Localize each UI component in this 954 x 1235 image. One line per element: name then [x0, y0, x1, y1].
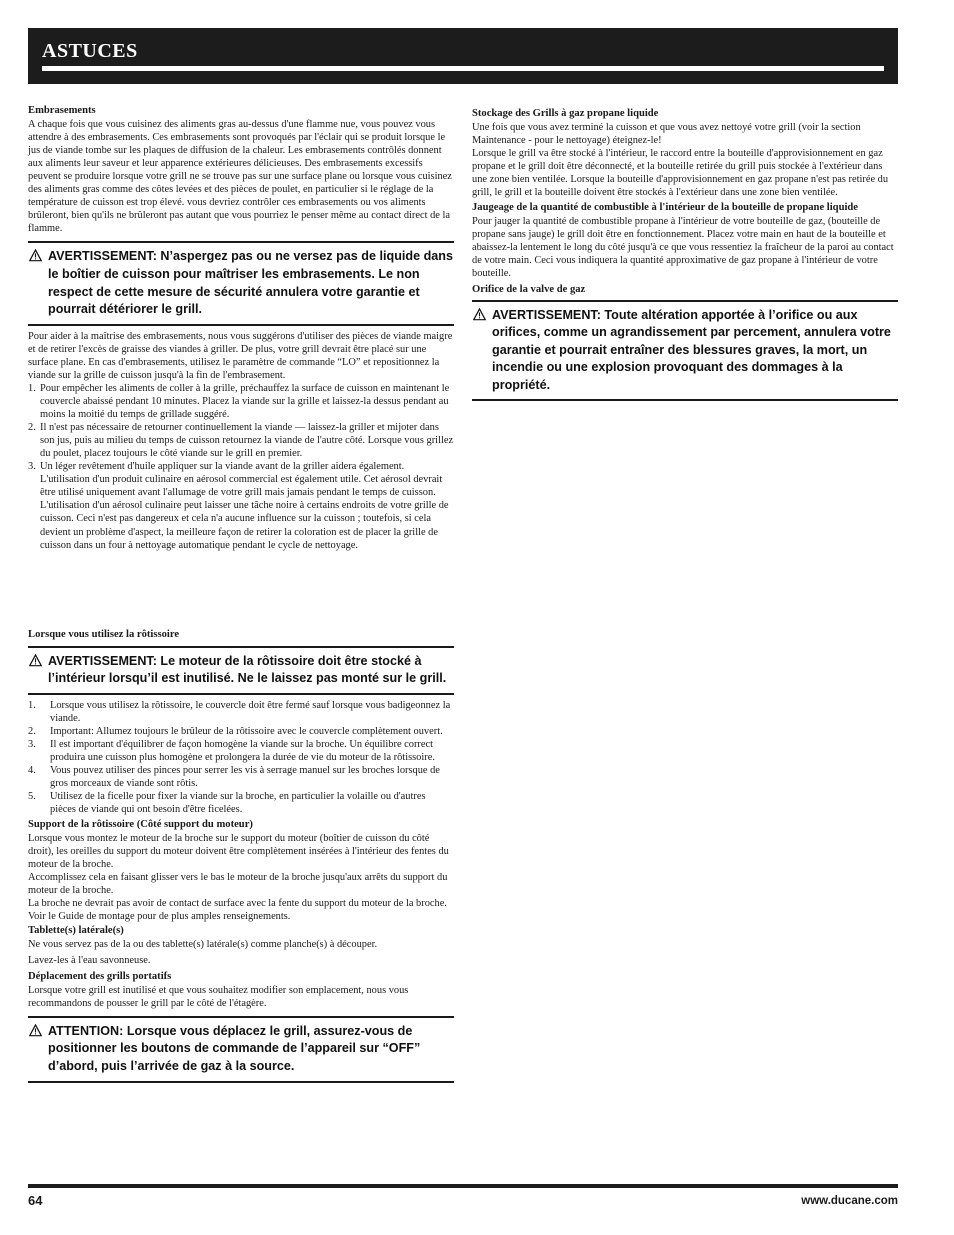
- warning-triangle-icon: [29, 1024, 42, 1037]
- section-heading-support: Support de la rôtissoire (Côté support du moteur): [28, 819, 253, 831]
- list-text: Il est important d'équilibrer de façon homogène la viande sur la broche. Un équilibre correct produira une cuisson plus homogène et prolongera la durée de vie du moteur de la rôtissoire.: [50, 738, 435, 763]
- warning-triangle-icon: [29, 654, 42, 667]
- rotissoire-list: [28, 699, 454, 816]
- paragraph-embrasements: A chaque fois que vous cuisinez des aliments gras au-dessus d'une flamme nue, vous pouvez vous attendre à des embrasements. Ces embrasements sont provoqués par l'éclair qui se produit lorsque le jus de viande tombe sur les plaques de diffusion de la chaleur. Les embrasements contrôlés donnent aux aliments leur saveur et leur apparence extérieures délicieuses. Des embrasements excessifs peuvent se produire lorsque votre grill ne se trouve pas sur une surface plane ou lorsque vous cuisinez des aliments gras comme des côtes levées et des pièces de poulet, en particulier si le réglage de la température de cuisson est trop élevé. vous devriez contrôler ces embrasements ou vos aliments brûleront, bien qu'ils ne brûleront pas autant que vous pourriez le penser même au contact direct de la flamme.: [28, 119, 452, 235]
- list-number: 1.: [28, 699, 36, 711]
- list-number: 1.: [28, 382, 36, 394]
- section-heading-orifice: Orifice de la valve de gaz: [472, 283, 586, 295]
- list-number: 3.: [28, 461, 36, 473]
- paragraph-support-1: Lorsque vous montez le moteur de la broche sur le support du moteur (boîtier de cuisson du côté droit), les oreilles du support du moteur doivent être complètement insérées à l'intérieur des fentes du moteur de la broche.: [28, 833, 449, 871]
- section-heading-deplacement: Déplacement des grills portatifs: [28, 970, 172, 982]
- list-item: [28, 421, 454, 460]
- paragraph-stockage-1: Une fois que vous avez terminé la cuisson et que vous avez nettoyé votre grill (voir la section Maintenance - pour le nettoyage) éteignez-le!: [472, 122, 861, 147]
- list-item: [28, 790, 454, 816]
- list-number: 2.: [28, 725, 36, 737]
- section-heading-jaugeage: Jaugeage de la quantité de combustible à l'intérieur de la bouteille de propane liquide: [472, 202, 859, 214]
- list-number: 2.: [28, 422, 36, 434]
- section-heading-stockage: Stockage des Grills à gaz propane liquide: [472, 108, 659, 119]
- paragraph-support-2: Accomplissez cela en faisant glisser vers le bas le moteur de la broche jusqu'aux arrêts du support du moteur de la broche.: [28, 872, 448, 897]
- footer-rule: [28, 1184, 898, 1188]
- warning-text-orifice: AVERTISSEMENT: Toute altération apportée à l’orifice ou aux orifices, comme un agrandissement par percement, annulera votre garantie et pourrait entraîner des blessures graves, la mort, un incendie ou une explosion provoquant des dommages à la propriété.: [492, 307, 891, 392]
- section-heading-rotissoire: Lorsque vous utilisez la rôtissoire: [28, 628, 180, 640]
- paragraph-deplacement: Lorsque votre grill est inutilisé et que vous souhaitez modifier son emplacement, nous vous recommandons de pousser le grill par le côté de l'étagère.: [28, 984, 409, 1009]
- page-number: 64: [28, 1193, 43, 1208]
- list-number: 5.: [28, 791, 36, 803]
- right-column: [472, 107, 898, 401]
- paragraph-maitrise: Pour aider à la maîtrise des embrasements, nous vous suggérons d'utiliser des pièces de viande maigre et de retirer l'excès de graisse des viandes à griller. De plus, votre grill devrait être placé sur une surface plane. En cas d'embrasements, utilisez le paramètre de commande “LO” et repositionnez la viande sur la grille de cuisson jusqu'à la fin de l'embrasement.: [28, 330, 453, 381]
- list-item: [28, 382, 454, 421]
- warning-box-attention: [28, 1016, 454, 1083]
- list-text: Pour empêcher les aliments de coller à la grille, préchauffez la surface de cuisson en maintenant le couvercle abaissé pendant 10 minutes. Placez la viande sur la grille et laissez-la dessus pendant au moins la moitié du temps de grillade suggéré.: [40, 382, 450, 421]
- list-item: [28, 460, 454, 551]
- warning-text-rotissoire: AVERTISSEMENT: Le moteur de la rôtissoire doit être stocké à l’intérieur lorsqu’il est inutilisé. Ne le laissez pas monté sur le grill.: [48, 653, 447, 686]
- tips-list: [28, 382, 454, 552]
- page-title: ASTUCES: [42, 40, 138, 62]
- list-text: Important: Allumez toujours le brûleur de la rôtissoire avec le couvercle complètement ouvert.: [50, 725, 443, 737]
- warning-triangle-icon: [473, 308, 486, 321]
- list-text: Un léger revêtement d'huile appliquer sur la viande avant de la griller aidera également. L'utilisation d'un produit culinaire en aérosol commercial est également utile. Cet aérosol devrait être utilisé uniquement avant l'allumage de votre grill mais jamais pendant le temps de cuisson. L'utilisation d'un aérosol culinaire peut laisser une tâche noire à certains endroits de votre grille de cuisson. Ceci n'est pas dangereux et cela n'a aucune influence sur la cuisson ; toutefois, si cela devient un problème d'aspect, la meilleure façon de retirer la coloration est de placer la grille de cuisson dans un four à nettoyage automatique pendant le cycle de nettoyage.: [40, 461, 449, 551]
- list-item: [28, 725, 454, 738]
- left-column: [28, 104, 454, 1083]
- section-heading-embrasements: Embrasements: [28, 105, 96, 116]
- paragraph-support-3: La broche ne devrait pas avoir de contact de surface avec la fente du support du moteur de la broche. Voir le Guide de montage pour de plus amples renseignements.: [28, 898, 447, 923]
- paragraph-stockage-2: Lorsque le grill va être stocké à l'intérieur, le raccord entre la bouteille d'approvisionnement en gaz propane et le grill doit être déconnecté, et la bouteille retirée du grill puis stockée à l'extérieur dans une zone bien ventilée. Lorsque la bouteille d'approvisionnement en gaz propane n'est pas retirée du grill, le grill et la bouteille doivent être stockés à l'extérieur dans une zone bien ventilée.: [472, 148, 889, 199]
- list-number: 3.: [28, 738, 36, 750]
- warning-text-liquid: AVERTISSEMENT: N’aspergez pas ou ne versez pas de liquide dans le boîtier de cuisson pour maîtriser les embrasements. Le non respect de cette mesure de sécurité annulera votre garantie et pourrait détériorer le grill.: [48, 249, 453, 317]
- list-text: Lorsque vous utilisez la rôtissoire, le couvercle doit être fermé sauf lorsque vous badigeonnez la viande.: [50, 699, 451, 724]
- list-item: [28, 764, 454, 790]
- list-number: 4.: [28, 765, 36, 777]
- warning-box-orifice: [472, 300, 898, 402]
- list-text: Vous pouvez utiliser des pinces pour serrer les vis à serrage manuel sur les broches lorsque de gros morceaux de viande sont rôtis.: [50, 765, 440, 790]
- paragraph-tablettes-2: Lavez-les à l'eau savonneuse.: [28, 954, 151, 966]
- section-heading-tablettes: Tablette(s) latérale(s): [28, 924, 124, 936]
- list-text: Utilisez de la ficelle pour fixer la viande sur la broche, en particulier la volaille ou d'autres pièces de viande qui ont besoin d'être ficelées.: [50, 791, 426, 816]
- warning-box-liquid: [28, 241, 454, 325]
- list-item: [28, 699, 454, 725]
- list-item: [28, 738, 454, 764]
- warning-box-rotissoire: [28, 646, 454, 695]
- warning-text-attention: ATTENTION: Lorsque vous déplacez le grill, assurez-vous de positionner les boutons de commande de l’appareil sur “OFF” d’abord, puis l’arrivée de gaz à la source.: [48, 1023, 421, 1073]
- paragraph-jaugeage: Pour jauger la quantité de combustible propane à l'intérieur de votre bouteille de gaz, (bouteille de propane sans jauge) le grill doit être en fonctionnement. Placez votre main en haut de la bouteille et abaissez-la lentement le long du côté jusqu'à ce que vous ressentiez la fraîcheur de la paroi au contact de votre main. Ceci vous indiquera la quantité approximative de gaz propane à l'intérieur de votre bouteille.: [472, 216, 894, 280]
- header-rule: [42, 66, 884, 71]
- paragraph-tablettes-1: Ne vous servez pas de la ou des tablette(s) latérale(s) comme planche(s) à découper.: [28, 938, 378, 950]
- warning-triangle-icon: [29, 249, 42, 262]
- page-header: [28, 28, 898, 84]
- website-url: www.ducane.com: [801, 1195, 898, 1207]
- list-text: Il n'est pas nécessaire de retourner continuellement la viande — laissez-la griller et mijoter dans son jus, puis au milieu du temps de cuisson retournez la viande de l'autre côté. Lorsque vous grillez du poulet, placez toujours le côté viande sur le grill en premier.: [40, 422, 454, 460]
